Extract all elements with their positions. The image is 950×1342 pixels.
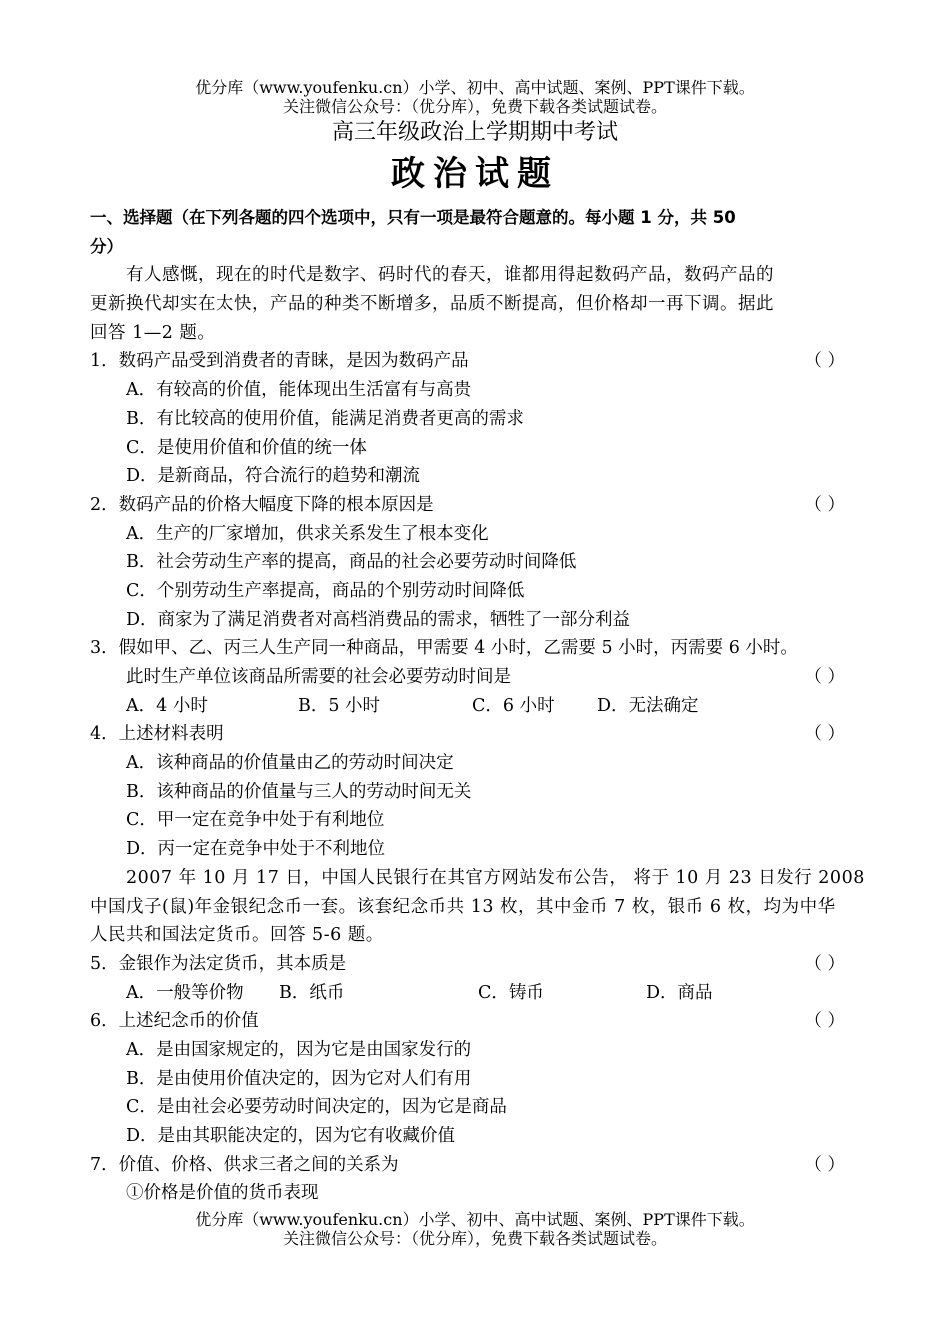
- question-5-option-a: A．一般等价物: [126, 982, 244, 1003]
- question-5-option-d: D．商品: [646, 982, 713, 1003]
- question-5-option-c: C．铸币: [478, 982, 544, 1003]
- exam-title: 政治试题: [391, 154, 559, 194]
- question-5-option-b: B．纸币: [279, 982, 345, 1003]
- passage-2-line-1: 2007 年 10 月 17 日，中国人民银行在其官方网站发布公告， 将于 10 月 23 日发行 2008: [126, 867, 865, 888]
- question-1-option-b: B．有比较高的使用价值，能满足消费者更高的需求: [126, 408, 524, 429]
- header-line-1: 优分库（www.youfenku.cn）小学、初中、高中试题、案例、PPT课件下载。: [195, 78, 755, 97]
- page-header: [0, 78, 950, 116]
- question-7-stem: [90, 1151, 865, 1180]
- question-1-option-c: C．是使用价值和价值的统一体: [126, 437, 367, 458]
- answer-blank: （ ）: [804, 351, 845, 372]
- question-3-stem-line-2: [90, 663, 865, 692]
- passage-2-line-2: 中国戊子(鼠)年金银纪念币一套。该套纪念币共 13 枚，其中金币 7 枚，银币 6 枚，均为中华: [90, 896, 836, 917]
- question-2-option-b: B．社会劳动生产率的提高，商品的社会必要劳动时间降低: [126, 552, 577, 573]
- exam-subtitle: 高三年级政治上学期期中考试: [331, 120, 618, 145]
- question-2-stem: [90, 491, 865, 520]
- passage-1-line-3: 回答 1—2 题。: [90, 322, 216, 343]
- question-2-option-d: D．商家为了满足消费者对高档消费品的需求，牺牲了一部分利益: [126, 609, 631, 630]
- section-heading-line-1: 一、选择题（在下列各题的四个选项中，只有一项是最符合题意的。每小题 1 分，共 50: [90, 208, 736, 227]
- question-1-option-a: A．有较高的价值，能体现出生活富有与高贵: [126, 380, 472, 401]
- header-line-2: 关注微信公众号：（优分库），免费下载各类试题试卷。: [282, 97, 667, 116]
- question-3-option-b: B．5 小时: [298, 695, 381, 716]
- passage-1-line-2: 更新换代却实在太快，产品的种类不断增多，品质不断提高，但价格却一再下调。据此: [90, 294, 774, 315]
- question-4-option-d: D．丙一定在竞争中处于不利地位: [126, 839, 386, 860]
- question-5-stem: [90, 950, 865, 979]
- answer-blank: （ ）: [804, 953, 845, 974]
- question-3-text: 此时生产单位该商品所需要的社会必要劳动时间是: [126, 667, 511, 687]
- question-6-option-b: B．是由使用价值决定的，因为它对人们有用: [126, 1068, 472, 1089]
- question-6-option-d: D．是由其职能决定的，因为它有收藏价值: [126, 1126, 456, 1146]
- question-4-option-c: C．甲一定在竞争中处于有利地位: [126, 810, 385, 831]
- question-4-option-b: B．该种商品的价值量与三人的劳动时间无关: [126, 781, 472, 802]
- answer-blank: （ ）: [804, 1154, 845, 1175]
- question-7-text: 7．价值、价格、供求三者之间的关系为: [90, 1154, 399, 1175]
- question-5-text: 5．金银作为法定货币，其本质是: [90, 953, 347, 974]
- passage-1-line-1: 有人感慨，现在的时代是数字、码时代的春天，谁都用得起数码产品，数码产品的: [126, 265, 774, 286]
- question-3-option-d: D．无法确定: [597, 695, 699, 716]
- question-3-option-c: C．6 小时: [472, 695, 555, 716]
- question-2-option-a: A．生产的厂家增加，供求关系发生了根本变化: [126, 523, 489, 544]
- footer-line-2: 关注微信公众号：（优分库），免费下载各类试题试卷。: [282, 1229, 667, 1248]
- question-3-stem-line-1: 3．假如甲、乙、丙三人生产同一种商品，甲需要 4 小时，乙需要 5 小时，丙需要 6 小时。: [90, 638, 798, 659]
- answer-blank: （ ）: [804, 667, 845, 687]
- question-3-option-a: A．4 小时: [126, 695, 208, 716]
- page-footer: [0, 1210, 950, 1248]
- answer-blank: （ ）: [804, 494, 845, 515]
- question-6-option-c: C．是由社会必要劳动时间决定的，因为它是商品: [126, 1097, 507, 1118]
- question-6-stem: [90, 1007, 865, 1036]
- question-1-text: 1．数码产品受到消费者的青睐，是因为数码产品: [90, 351, 469, 372]
- question-2-text: 2．数码产品的价格大幅度下降的根本原因是: [90, 494, 434, 515]
- question-4-text: 4．上述材料表明: [90, 724, 224, 745]
- answer-blank: （ ）: [804, 724, 845, 745]
- question-3-options: [90, 692, 865, 721]
- question-1-stem: [90, 347, 865, 376]
- answer-blank: （ ）: [804, 1011, 845, 1032]
- question-6-text: 6．上述纪念币的价值: [90, 1011, 259, 1032]
- footer-line-1: 优分库（www.youfenku.cn）小学、初中、高中试题、案例、PPT课件下载。: [195, 1210, 755, 1229]
- exam-content: [90, 204, 865, 1208]
- question-2-option-c: C．个别劳动生产率提高，商品的个别劳动时间降低: [126, 580, 525, 601]
- section-heading-line-2: 分）: [90, 236, 123, 256]
- question-6-option-a: A．是由国家规定的，因为它是由国家发行的: [126, 1039, 472, 1060]
- question-5-options: [90, 979, 865, 1008]
- passage-2-line-3: 人民共和国法定货币。回答 5-6 题。: [90, 925, 384, 946]
- question-1-option-d: D．是新商品，符合流行的趋势和潮流: [126, 466, 421, 487]
- question-7-item-1: ①价格是价值的货币表现: [126, 1183, 319, 1204]
- question-4-stem: [90, 720, 865, 749]
- question-4-option-a: A．该种商品的价值量由乙的劳动时间决定: [126, 753, 454, 774]
